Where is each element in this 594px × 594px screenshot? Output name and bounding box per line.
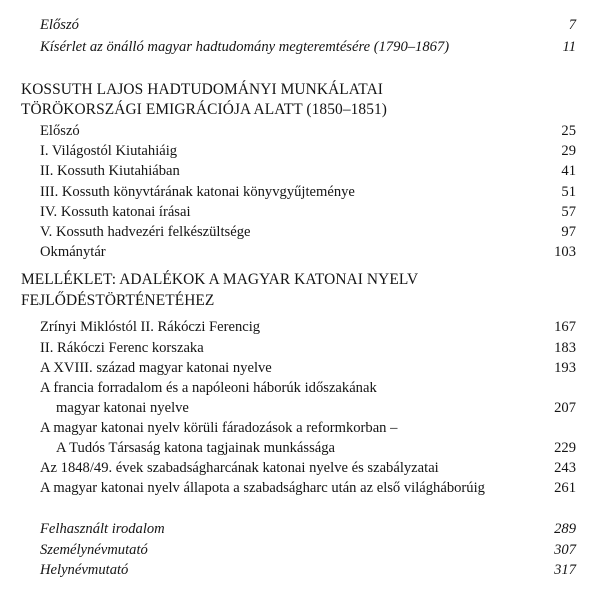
toc-entry-page: 51 — [561, 184, 576, 200]
toc-entry-page: 183 — [554, 340, 576, 356]
toc-entry — [0, 519, 594, 539]
toc-entry-page: 103 — [554, 244, 576, 260]
toc-entry-page: 207 — [554, 400, 576, 416]
toc-entry-title: II. Kossuth Kiutahiában — [40, 163, 180, 179]
toc-entry-title: IV. Kossuth katonai írásai — [40, 204, 191, 220]
toc-entry-title: A francia forradalom és a napóleoni háborúk időszakának — [40, 380, 377, 396]
toc-entry-page: 7 — [568, 17, 576, 33]
toc-entry-page: 307 — [554, 542, 576, 558]
toc-entry — [0, 358, 594, 378]
toc-entry — [0, 338, 594, 358]
toc-entry-line — [0, 378, 594, 398]
toc-entry-title: Okmánytár — [40, 244, 106, 260]
section-heading-line: TÖRÖKORSZÁGI EMIGRÁCIÓJA ALATT (1850–1851) — [21, 101, 388, 118]
toc-entry-title: V. Kossuth hadvezéri felkészültsége — [40, 224, 251, 240]
toc-entry — [0, 458, 594, 478]
toc-entry-page: 97 — [561, 224, 576, 240]
toc-entry-title: A magyar katonai nyelv körüli fáradozások a reformkorban – — [40, 420, 398, 436]
toc-entry-title: I. Világostól Kiutahiáig — [40, 143, 178, 159]
toc-entry-page: 243 — [554, 460, 576, 476]
toc-entry — [0, 182, 594, 202]
toc-entry — [0, 141, 594, 161]
toc-entry-line — [0, 418, 594, 438]
section-heading-line: MELLÉKLET: ADALÉKOK A MAGYAR KATONAI NYELV — [21, 271, 419, 288]
toc-entry — [0, 37, 594, 57]
toc-entry-page: 57 — [561, 204, 576, 220]
toc-entry — [0, 15, 594, 35]
toc-entry — [0, 398, 594, 418]
toc-entry-page: 261 — [554, 480, 576, 496]
toc-entry — [0, 317, 594, 337]
toc-entry-title: Helynévmutató — [40, 562, 129, 578]
toc-entry-title-continued: A Tudós Társaság katona tagjainak munkássága — [56, 440, 335, 456]
toc-entry-title: Felhasznált irodalom — [40, 521, 165, 537]
toc-entry — [0, 161, 594, 181]
toc-entry-title: III. Kossuth könyvtárának katonai könyvgyűjteménye — [40, 184, 355, 200]
toc-entry-page: 193 — [554, 360, 576, 376]
toc-entry-title: A XVIII. század magyar katonai nyelve — [40, 360, 272, 376]
toc-entry — [0, 222, 594, 242]
toc-entry-title: Előszó — [40, 123, 80, 139]
toc-entry — [0, 202, 594, 222]
toc-entry — [0, 121, 594, 141]
toc-entry-title: A magyar katonai nyelv állapota a szabadságharc után az első világháborúig — [40, 480, 485, 496]
toc-entry — [0, 242, 594, 262]
toc-entry — [0, 560, 594, 580]
toc-entry-page: 167 — [554, 319, 576, 335]
toc-entry-title: Kísérlet az önálló magyar hadtudomány megteremtésére (1790–1867) — [40, 39, 450, 55]
toc-entry-title: Az 1848/49. évek szabadságharcának katonai nyelve és szabályzatai — [40, 460, 439, 476]
toc-entry-page: 289 — [554, 521, 576, 537]
toc-entry-title: II. Rákóczi Ferenc korszaka — [40, 340, 204, 356]
toc-entry-title-continued: magyar katonai nyelve — [56, 400, 189, 416]
toc-entry-page: 317 — [554, 562, 576, 578]
toc-entry-title: Előszó — [40, 17, 79, 33]
toc-entry-title: Személynévmutató — [40, 542, 148, 558]
toc-entry — [0, 438, 594, 458]
toc-entry — [0, 478, 594, 498]
toc-entry-page: 29 — [561, 143, 576, 159]
toc-entry-page: 11 — [562, 39, 576, 55]
section-heading-line: FEJLŐDÉSTÖRTÉNETÉHEZ — [21, 292, 215, 309]
toc-entry-page: 41 — [561, 163, 576, 179]
section-heading-line: KOSSUTH LAJOS HADTUDOMÁNYI MUNKÁLATAI — [21, 81, 384, 98]
toc-entry-title: Zrínyi Miklóstól II. Rákóczi Ferencig — [40, 319, 261, 335]
toc-entry-page: 229 — [554, 440, 576, 456]
toc-entry-page: 25 — [561, 123, 576, 139]
toc-entry — [0, 540, 594, 560]
